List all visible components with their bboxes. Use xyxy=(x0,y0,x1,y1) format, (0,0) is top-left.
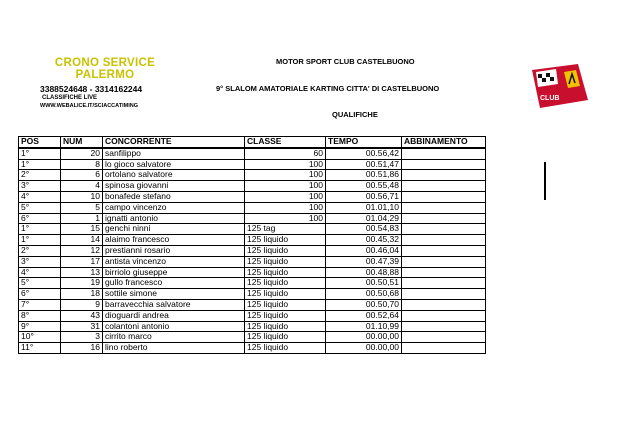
table-row xyxy=(19,343,486,354)
cell-abbinamento xyxy=(402,310,486,321)
cell-concorrente: ignatti antonio xyxy=(103,213,245,224)
cell-classe: 60 xyxy=(245,148,326,159)
cell-abbinamento xyxy=(402,278,486,289)
cell-pos: 5° xyxy=(19,278,61,289)
cell-abbinamento xyxy=(402,213,486,224)
cell-num: 13 xyxy=(61,267,103,278)
cell-abbinamento xyxy=(402,245,486,256)
logo-name-line2: PALERMO xyxy=(75,69,135,81)
cell-num: 10 xyxy=(61,191,103,202)
cell-abbinamento xyxy=(402,267,486,278)
logo-live: CLASSIFICHE LIVE xyxy=(42,95,98,101)
cell-tempo: 00.46,04 xyxy=(326,245,402,256)
cell-pos: 1° xyxy=(19,148,61,159)
cell-tempo: 01.01,10 xyxy=(326,202,402,213)
cell-pos: 1° xyxy=(19,224,61,235)
cell-pos: 1° xyxy=(19,159,61,170)
cell-tempo: 00.00,00 xyxy=(326,343,402,354)
table-header-row xyxy=(19,137,486,148)
table-row xyxy=(19,213,486,224)
table-row xyxy=(19,278,486,289)
cell-num: 19 xyxy=(61,278,103,289)
cell-concorrente: gullo francesco xyxy=(103,278,245,289)
cell-num: 5 xyxy=(61,202,103,213)
session-title: QUALIFICHE xyxy=(332,110,378,119)
cell-classe: 125 liquido xyxy=(245,343,326,354)
cell-tempo: 00.50,70 xyxy=(326,299,402,310)
cell-classe: 125 liquido xyxy=(245,267,326,278)
cell-classe: 125 liquido xyxy=(245,256,326,267)
cell-pos: 4° xyxy=(19,191,61,202)
cell-concorrente: genchi ninni xyxy=(103,224,245,235)
cell-abbinamento xyxy=(402,181,486,192)
cell-tempo: 00.50,68 xyxy=(326,289,402,300)
table-row xyxy=(19,181,486,192)
cell-concorrente: lino roberto xyxy=(103,343,245,354)
cell-num: 3 xyxy=(61,332,103,343)
cell-num: 17 xyxy=(61,256,103,267)
cell-tempo: 00.00,00 xyxy=(326,332,402,343)
cell-tempo: 01.04,29 xyxy=(326,213,402,224)
cell-classe: 100 xyxy=(245,213,326,224)
results-table xyxy=(18,136,486,354)
cell-num: 6 xyxy=(61,170,103,181)
cell-num: 12 xyxy=(61,245,103,256)
cell-tempo: 00.54,83 xyxy=(326,224,402,235)
table-row xyxy=(19,148,486,159)
cell-concorrente: ortolano salvatore xyxy=(103,170,245,181)
cell-num: 15 xyxy=(61,224,103,235)
cell-pos: 10° xyxy=(19,332,61,343)
cell-pos: 7° xyxy=(19,299,61,310)
cell-tempo: 00.51,86 xyxy=(326,170,402,181)
club-title: MOTOR SPORT CLUB CASTELBUONO xyxy=(276,57,415,66)
table-row xyxy=(19,159,486,170)
cell-abbinamento xyxy=(402,256,486,267)
col-header-concorrente: CONCORRENTE xyxy=(103,137,245,148)
cell-num: 18 xyxy=(61,289,103,300)
table-row xyxy=(19,299,486,310)
table-row xyxy=(19,310,486,321)
cell-classe: 100 xyxy=(245,170,326,181)
cell-num: 4 xyxy=(61,181,103,192)
cell-classe: 125 liquido xyxy=(245,332,326,343)
cell-pos: 1° xyxy=(19,235,61,246)
table-row xyxy=(19,256,486,267)
cell-concorrente: campo vincenzo xyxy=(103,202,245,213)
cell-abbinamento xyxy=(402,235,486,246)
cell-pos: 3° xyxy=(19,181,61,192)
club-badge-logo xyxy=(526,62,592,110)
cell-num: 8 xyxy=(61,159,103,170)
badge-check xyxy=(542,78,546,82)
cell-concorrente: dioguardi andrea xyxy=(103,310,245,321)
cell-abbinamento xyxy=(402,224,486,235)
cell-abbinamento xyxy=(402,191,486,202)
cell-concorrente: birriolo giuseppe xyxy=(103,267,245,278)
cell-tempo: 00.56,42 xyxy=(326,148,402,159)
cell-classe: 125 liquido xyxy=(245,289,326,300)
table-row xyxy=(19,224,486,235)
cell-classe: 125 liquido xyxy=(245,278,326,289)
cell-pos: 8° xyxy=(19,310,61,321)
cell-classe: 100 xyxy=(245,159,326,170)
cell-pos: 2° xyxy=(19,170,61,181)
badge-check xyxy=(550,77,554,81)
cell-classe: 125 liquido xyxy=(245,235,326,246)
cell-pos: 9° xyxy=(19,321,61,332)
cell-classe: 125 tag xyxy=(245,224,326,235)
table-row xyxy=(19,289,486,300)
cell-concorrente: barravecchia salvatore xyxy=(103,299,245,310)
cell-tempo: 00.50,51 xyxy=(326,278,402,289)
cell-abbinamento xyxy=(402,289,486,300)
cell-concorrente: colantoni antonio xyxy=(103,321,245,332)
badge-check xyxy=(538,74,542,78)
badge-text: CLUB xyxy=(540,95,560,102)
cell-classe: 125 liquido xyxy=(245,245,326,256)
logo-name-line1: CRONO SERVICE xyxy=(54,57,156,69)
table-row xyxy=(19,202,486,213)
table-row xyxy=(19,267,486,278)
col-header-pos: POS xyxy=(19,137,61,148)
cell-classe: 125 liquido xyxy=(245,310,326,321)
cell-classe: 100 xyxy=(245,191,326,202)
cell-pos: 2° xyxy=(19,245,61,256)
cell-abbinamento xyxy=(402,202,486,213)
cell-concorrente: antista vincenzo xyxy=(103,256,245,267)
cell-num: 16 xyxy=(61,343,103,354)
cell-pos: 5° xyxy=(19,202,61,213)
col-header-tempo: TEMPO xyxy=(326,137,402,148)
cell-num: 31 xyxy=(61,321,103,332)
cell-num: 43 xyxy=(61,310,103,321)
cell-concorrente: spinosa giovanni xyxy=(103,181,245,192)
cell-concorrente: sanfilippo xyxy=(103,148,245,159)
cell-concorrente: prestianni rosario xyxy=(103,245,245,256)
table-row xyxy=(19,332,486,343)
cell-abbinamento xyxy=(402,343,486,354)
cell-num: 20 xyxy=(61,148,103,159)
cell-abbinamento xyxy=(402,321,486,332)
logo-phones: 3388524648 - 3314162244 xyxy=(40,84,143,94)
cell-pos: 11° xyxy=(19,343,61,354)
cell-tempo: 00.51,47 xyxy=(326,159,402,170)
cell-abbinamento xyxy=(402,299,486,310)
cell-tempo: 00.55,48 xyxy=(326,181,402,192)
event-title: 9° SLALOM AMATORIALE KARTING CITTA' DI CASTELBUONO xyxy=(216,84,440,93)
cell-abbinamento xyxy=(402,170,486,181)
cell-classe: 125 liquido xyxy=(245,299,326,310)
cell-tempo: 00.52,64 xyxy=(326,310,402,321)
cell-num: 1 xyxy=(61,213,103,224)
logo-web: WWW.WEBALICE.IT/SCIACCATIMING xyxy=(40,103,138,109)
cell-abbinamento xyxy=(402,332,486,343)
cell-concorrente: cirrito marco xyxy=(103,332,245,343)
cell-abbinamento xyxy=(402,159,486,170)
table-row xyxy=(19,170,486,181)
cell-concorrente: sottile simone xyxy=(103,289,245,300)
cell-num: 9 xyxy=(61,299,103,310)
cell-tempo: 00.45,32 xyxy=(326,235,402,246)
cell-concorrente: lo gioco salvatore xyxy=(103,159,245,170)
crono-service-logo xyxy=(30,57,180,109)
cell-pos: 6° xyxy=(19,289,61,300)
cell-concorrente: bonafede stefano xyxy=(103,191,245,202)
cell-classe: 125 liquido xyxy=(245,321,326,332)
cell-classe: 100 xyxy=(245,202,326,213)
badge-check xyxy=(546,73,550,77)
cell-pos: 6° xyxy=(19,213,61,224)
table-row xyxy=(19,235,486,246)
cell-tempo: 00.48,88 xyxy=(326,267,402,278)
col-header-classe: CLASSE xyxy=(245,137,326,148)
cell-tempo: 00.56,71 xyxy=(326,191,402,202)
cell-pos: 4° xyxy=(19,267,61,278)
cell-classe: 100 xyxy=(245,181,326,192)
table-row xyxy=(19,321,486,332)
cell-concorrente: alaimo francesco xyxy=(103,235,245,246)
cell-tempo: 01.10,99 xyxy=(326,321,402,332)
cell-num: 14 xyxy=(61,235,103,246)
cell-pos: 3° xyxy=(19,256,61,267)
table-row xyxy=(19,245,486,256)
table-row xyxy=(19,191,486,202)
cell-tempo: 00.47,39 xyxy=(326,256,402,267)
col-header-abbinamento: ABBINAMENTO xyxy=(402,137,486,148)
text-cursor xyxy=(544,162,546,200)
cell-abbinamento xyxy=(402,148,486,159)
col-header-num: NUM xyxy=(61,137,103,148)
